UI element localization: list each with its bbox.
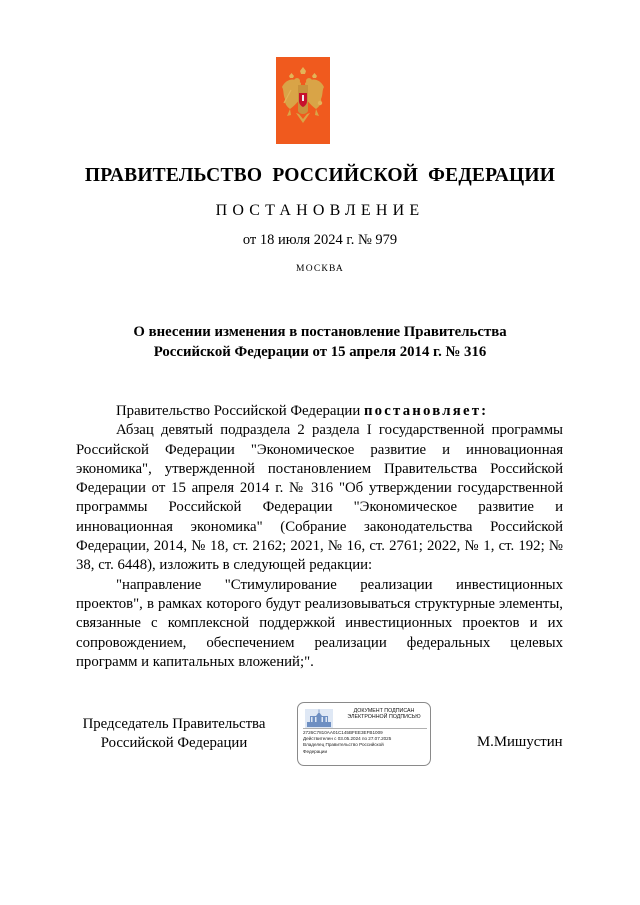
- stamp-title-line-2: ЭЛЕКТРОННОЙ ПОДПИСЬЮ: [347, 714, 421, 721]
- stamp-title: [338, 708, 430, 721]
- document-city: МОСКВА: [296, 264, 344, 274]
- stamp-owner-line-1: Владелец Правительство Российской: [303, 742, 384, 748]
- intro-prefix: Правительство Российской Федерации: [116, 403, 364, 419]
- stamp-title-line-1: ДОКУМЕНТ ПОДПИСАН: [353, 708, 415, 714]
- government-building-icon: [305, 709, 333, 729]
- subject-line-1: О внесении изменения в постановление Правительства: [133, 324, 507, 340]
- intro-paragraph: [76, 402, 563, 421]
- stamp-certificate: 2726C7810AA01C145BFEE3EFB1009: [303, 730, 383, 735]
- document-date-number: от 18 июля 2024 г. № 979: [242, 232, 398, 248]
- document-body: [76, 402, 563, 672]
- government-name: ПРАВИТЕЛЬСТВО РОССИЙСКОЙ ФЕДЕРАЦИИ: [84, 165, 556, 186]
- amendment-paragraph: Абзац девятый подраздела 2 раздела I государственной программы Российской Федерации "Экономическое развитие и инновационная экономика", утвержденной постановлением Правительства Российской Федерации от 15 апреля 2014 г. № 316 "Об утверждении государственной программы Российской Федерации "Экономическое развитие и инновационная экономика" (Собрание законодательства Российской Федерации, 2014, № 18, ст. 2162; 2021, № 16, ст. 2761; 2022, № 1, ст. 192; № 38, ст. 6448), изложить в следующей редакции:: [76, 422, 563, 574]
- electronic-signature-stamp: [297, 702, 431, 766]
- document-subject: [60, 322, 580, 362]
- stamp-owner-line-2: Федерации: [303, 748, 328, 754]
- new-wording-paragraph: "направление "Стимулирование реализации инвестиционных проектов", в рамках которого будут реализовываться структурные элементы, связанные с комплексной поддержкой инвестиционных проектов и их сопровождением, обеспечением реализации федеральных целевых программ и капитальных вложений;".: [76, 576, 563, 670]
- stamp-details: [303, 730, 429, 755]
- coat-of-arms-icon: [276, 57, 330, 144]
- signer-position: [76, 715, 272, 753]
- stamp-divider: [303, 728, 427, 729]
- signer-position-line-1: Председатель Правительства: [82, 716, 266, 732]
- intro-keyword: постановляет:: [363, 403, 489, 419]
- signer-name: М.Мишустин: [477, 734, 563, 750]
- signer-position-line-2: Российской Федерации: [100, 735, 248, 751]
- subject-line-2: Российской Федерации от 15 апреля 2014 г. № 316: [153, 344, 487, 360]
- stamp-validity: Действителен с 03.05.2024 по 27.07.2025: [303, 736, 392, 742]
- document-type: ПОСТАНОВЛЕНИЕ: [215, 202, 425, 219]
